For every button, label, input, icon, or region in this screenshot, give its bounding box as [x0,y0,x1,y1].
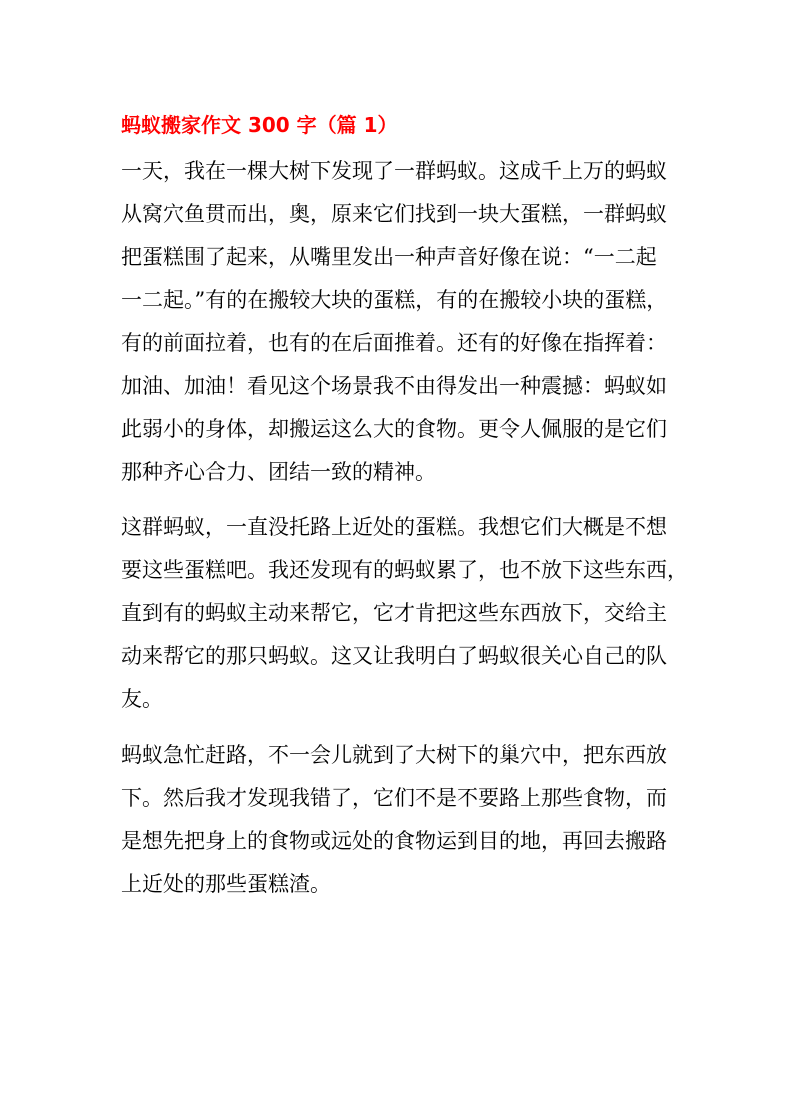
paragraph-line: 是想先把身上的食物或远处的食物运到目的地，再回去搬路 [121,829,667,853]
paragraph-line: 上近处的那些蛋糕渣。 [121,872,331,896]
paragraph-2 [121,506,688,721]
paragraph-line: 动来帮它的那只蚂蚁。这又让我明白了蚂蚁很关心自己的队 [121,644,667,668]
paragraph-line: 那种齐心合力、团结一致的精神。 [121,460,436,484]
paragraph-line: 从窝穴鱼贯而出，奥，原来它们找到一块大蛋糕，一群蚂蚁 [121,202,667,226]
paragraph-line: 下。然后我才发现我错了，它们不是不要路上那些食物，而 [121,786,667,810]
paragraph-line: 此弱小的身体，却搬运这么大的食物。更令人佩服的是它们 [121,417,667,441]
paragraph-line: 有的前面拉着，也有的在后面推着。还有的好像在指挥着： [121,331,667,355]
paragraph-line: 友。 [121,687,163,711]
paragraph-line: 把蛋糕围了起来，从嘴里发出一种声音好像在说：“一二起 [121,245,657,269]
paragraph-line: 直到有的蚂蚁主动来帮它，它才肯把这些东西放下，交给主 [121,601,667,625]
paragraph-3 [121,734,681,906]
paragraph-line: 这群蚂蚁，一直没托路上近处的蛋糕。我想它们大概是不想 [121,515,667,539]
paragraph-line: 加油、加油！看见这个场景我不由得发出一种震撼：蚂蚁如 [121,374,667,398]
paragraph-line: 一天，我在一棵大树下发现了一群蚂蚁。这成千上万的蚂蚁 [121,159,667,183]
paragraph-line: 要这些蛋糕吧。我还发现有的蚂蚁累了，也不放下这些东西， [121,558,688,582]
document-title: 蚂蚁搬家作文 300 字（篇 1） [121,113,398,137]
paragraph-1 [121,150,681,494]
paragraph-line: 蚂蚁急忙赶路，不一会儿就到了大树下的巢穴中，把东西放 [121,743,667,767]
paragraph-line: 一二起。”有的在搬较大块的蛋糕，有的在搬较小块的蛋糕， [121,288,668,312]
